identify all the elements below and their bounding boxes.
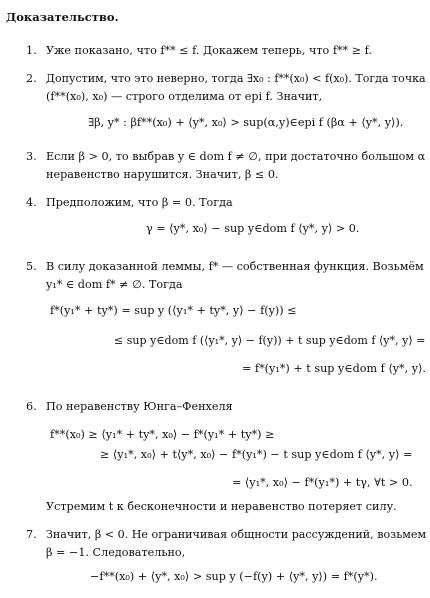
- item-7-number: 7.: [26, 528, 37, 541]
- item-5-formula-2: ≤ sup y∈dom f (⟨y₁*, y⟩ − f(y)) + t sup y∈dom f ⟨y*, y⟩ =: [114, 334, 426, 347]
- item-7-line-2: β = −1. Следовательно,: [46, 546, 186, 559]
- item-2-line-1: Допустим, что это неверно, тогда ∃x₀ : f**(x₀) < f(x₀). Тогда точка: [46, 72, 426, 85]
- item-1-number: 1.: [26, 44, 37, 57]
- item-5-formula-3: = f*(y₁*) + t sup y∈dom f ⟨y*, y⟩.: [242, 362, 426, 375]
- item-6-formula-1: f**(x₀) ≥ ⟨y₁* + ty*, x₀⟩ − f*(y₁* + ty*) ≥: [50, 428, 275, 441]
- item-6-formula-2: ≥ ⟨y₁*, x₀⟩ + t⟨y*, x₀⟩ − f*(y₁*) − t sup y∈dom f ⟨y*, y⟩ =: [100, 448, 413, 461]
- item-6-number: 6.: [26, 400, 37, 413]
- item-5-line-1: В силу доказанной леммы, f* — собственная функция. Возьмём: [46, 260, 424, 273]
- item-6-formula-3: = ⟨y₁*, x₀⟩ − f*(y₁*) + tγ, ∀t > 0.: [232, 476, 413, 489]
- item-5-line-2: y₁* ∈ dom f* ≠ ∅. Тогда: [46, 278, 183, 291]
- item-7-line-1: Значит, β < 0. Не ограничивая общности рассуждений, возьмем: [46, 528, 427, 541]
- item-2-line-2: (f**(x₀), x₀) — строго отделима от epi f. Значит,: [46, 90, 323, 103]
- item-3-number: 3.: [26, 150, 37, 163]
- item-3-line-2: неравенство нарушится. Значит, β ≤ 0.: [46, 168, 279, 181]
- item-5-formula-1: f*(y₁* + ty*) = sup y (⟨y₁* + ty*, y⟩ − f(y)) ≤: [50, 304, 297, 317]
- item-7-formula: −f**(x₀) + ⟨y*, x₀⟩ > sup y (−f(y) + ⟨y*, y⟩) = f*(y*).: [90, 570, 378, 583]
- item-4-line-1: Предположим, что β = 0. Тогда: [46, 196, 233, 209]
- item-5-number: 5.: [26, 260, 37, 273]
- item-3-line-1: Если β > 0, то выбрав y ∈ dom f ≠ ∅, при достаточно большом α: [46, 150, 426, 163]
- item-6-line-2: Устремим t к бесконечности и неравенство потеряет силу.: [46, 500, 397, 513]
- item-4-number: 4.: [26, 196, 37, 209]
- item-6-line-1: По неравенству Юнга–Фенхеля: [46, 400, 233, 413]
- item-2-number: 2.: [26, 72, 37, 85]
- item-2-formula: ∃β, y* : βf**(x₀) + ⟨y*, x₀⟩ > sup(α,y)∈epi f (βα + ⟨y*, y⟩).: [88, 116, 404, 129]
- item-1-line-1: Уже показано, что f** ≤ f. Докажем теперь, что f** ≥ f.: [46, 44, 372, 57]
- item-4-formula: γ = ⟨y*, x₀⟩ − sup y∈dom f ⟨y*, y⟩ > 0.: [146, 222, 360, 235]
- proof-heading: Доказательство.: [6, 10, 119, 24]
